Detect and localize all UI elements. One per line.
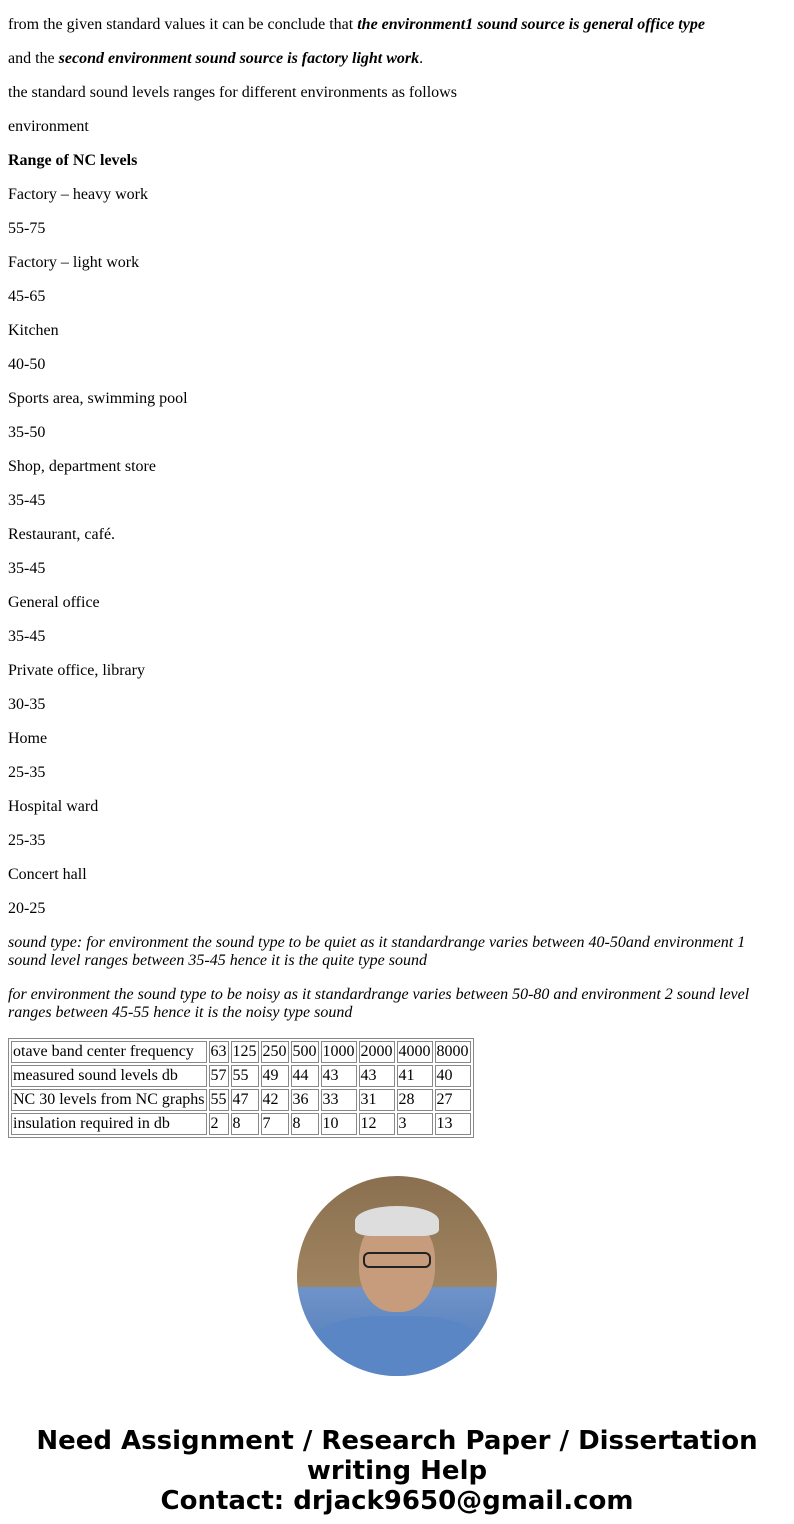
table-cell: 8 (291, 1113, 319, 1135)
table-cell: 10 (321, 1113, 357, 1135)
table-cell: 47 (231, 1089, 259, 1111)
environment-range: 25-35 (8, 832, 46, 849)
table-cell: 500 (291, 1041, 319, 1063)
environment-range: 35-45 (8, 628, 46, 645)
table-cell: 42 (261, 1089, 289, 1111)
table-cell: 125 (231, 1041, 259, 1063)
table-cell: 55 (209, 1089, 229, 1111)
row-label: NC 30 levels from NC graphs (11, 1089, 207, 1111)
footer-contact: Contact: drjack9650@gmail.com (160, 1486, 634, 1516)
environment-name: Restaurant, café. (8, 526, 116, 543)
table-cell: 63 (209, 1041, 229, 1063)
environment-range: 55-75 (8, 220, 46, 237)
row-label: measured sound levels db (11, 1065, 207, 1087)
environment-range: 35-50 (8, 424, 46, 441)
row-label: otave band center frequency (11, 1041, 207, 1063)
table-cell: 57 (209, 1065, 229, 1087)
ranges-list (8, 186, 786, 918)
table-cell: 33 (321, 1089, 357, 1111)
conclusion-1: from the given standard values it can be conclude that the environment1 sound source is general office type (8, 16, 705, 33)
sound-type-1: sound type: for environment the sound type to be quiet as it standardrange varies between 40-50and environment 1 sound level ranges between 35-45 hence it is the quite type sound (8, 934, 746, 969)
footer-line-1: Need Assignment / Research Paper / Dissertation writing Help (36, 1426, 758, 1486)
environment-name: Sports area, swimming pool (8, 390, 188, 407)
table-cell: 250 (261, 1041, 289, 1063)
ranges-intro: the standard sound levels ranges for different environments as follows (8, 84, 457, 101)
table-cell: 2 (209, 1113, 229, 1135)
table-cell: 7 (261, 1113, 289, 1135)
table-cell: 44 (291, 1065, 319, 1087)
environment-range: 40-50 (8, 356, 46, 373)
table-cell: 28 (397, 1089, 433, 1111)
environment-range: 45-65 (8, 288, 46, 305)
environment-range: 25-35 (8, 764, 46, 781)
environment-name: General office (8, 594, 100, 611)
table-cell: 43 (359, 1065, 395, 1087)
table-cell: 36 (291, 1089, 319, 1111)
environment-name: Hospital ward (8, 798, 99, 815)
environment-name: Home (8, 730, 48, 747)
insulation-table (8, 1038, 474, 1138)
table-cell: 43 (321, 1065, 357, 1087)
table-cell: 4000 (397, 1041, 433, 1063)
table-cell: 3 (397, 1113, 433, 1135)
environment-heading: environment (8, 118, 89, 135)
table-cell: 55 (231, 1065, 259, 1087)
row-label: insulation required in db (11, 1113, 207, 1135)
table-row (11, 1089, 471, 1111)
table-cell: 2000 (359, 1041, 395, 1063)
table-cell: 1000 (321, 1041, 357, 1063)
environment-name: Concert hall (8, 866, 87, 883)
environment-name: Factory – heavy work (8, 186, 148, 203)
author-photo (297, 1176, 497, 1376)
environment-range: 35-45 (8, 492, 46, 509)
environment-range: 35-45 (8, 560, 46, 577)
environment-name: Shop, department store (8, 458, 156, 475)
table-cell: 49 (261, 1065, 289, 1087)
table-row (11, 1113, 471, 1135)
environment-range: 30-35 (8, 696, 46, 713)
conclusion-2-emphasis: second environment sound source is factory light work (58, 50, 420, 67)
table-cell: 41 (397, 1065, 433, 1087)
environment-name: Private office, library (8, 662, 145, 679)
table-cell: 13 (435, 1113, 471, 1135)
sound-type-2: for environment the sound type to be noisy as it standardrange varies between 50-80 and environment 2 sound level ranges between 45-55 hence it is the noisy type sound (8, 986, 750, 1021)
environment-name: Factory – light work (8, 254, 140, 271)
table-cell: 12 (359, 1113, 395, 1135)
table-cell: 8000 (435, 1041, 471, 1063)
table-row (11, 1065, 471, 1087)
range-heading: Range of NC levels (8, 152, 138, 169)
conclusion-1-emphasis: the environment1 sound source is general office type (357, 16, 705, 33)
table-row (11, 1041, 471, 1063)
footer-ad (8, 1426, 786, 1516)
conclusion-2: and the second environment sound source is factory light work. (8, 50, 424, 67)
table-cell: 27 (435, 1089, 471, 1111)
environment-name: Kitchen (8, 322, 59, 339)
table-cell: 8 (231, 1113, 259, 1135)
environment-range: 20-25 (8, 900, 46, 917)
table-cell: 40 (435, 1065, 471, 1087)
table-cell: 31 (359, 1089, 395, 1111)
